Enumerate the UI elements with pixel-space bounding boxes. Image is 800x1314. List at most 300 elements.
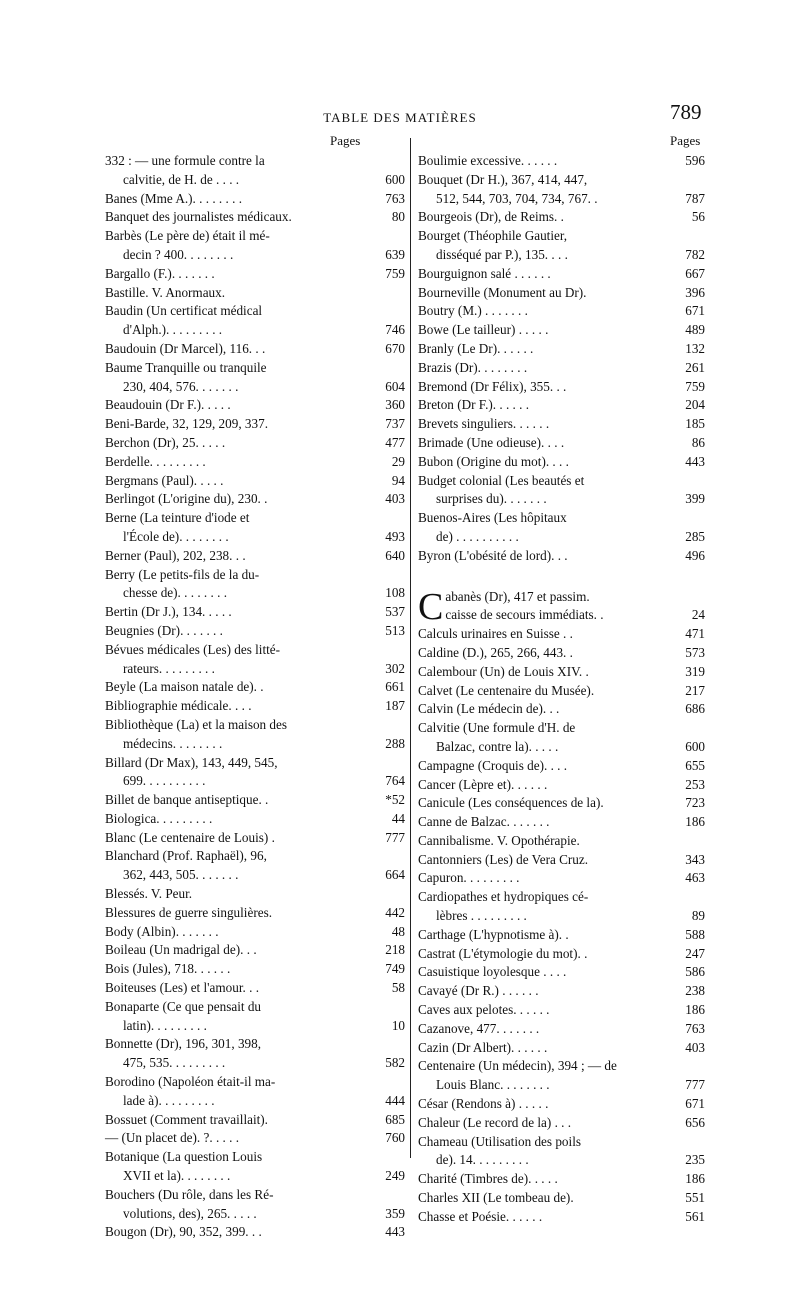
entry-page-number: 551 — [685, 1190, 705, 1206]
index-entry — [418, 945, 705, 964]
entry-text-line: Buenos-Aires (Les hôpitaux — [418, 510, 567, 526]
entry-page-number: 596 — [685, 153, 705, 168]
entry-text-line: 699. . . . . . . . . . — [123, 773, 206, 789]
index-entry — [105, 227, 405, 265]
entry-text-line: Bremond (Dr Félix), 355. . . — [418, 378, 567, 394]
entry-text-line: Bastille. V. Anormaux. — [105, 284, 226, 300]
pages-label-right: Pages — [670, 133, 701, 148]
entry-page-number: 442 — [385, 904, 405, 920]
index-entry — [418, 434, 705, 453]
entry-page-number: 56 — [691, 209, 705, 225]
section-gap — [418, 566, 658, 588]
index-entry — [105, 547, 405, 566]
entry-text-line: Botanique (La question Louis — [105, 1149, 263, 1165]
index-entry — [105, 434, 405, 453]
entry-page-number: 58 — [391, 980, 405, 996]
index-entry — [418, 171, 705, 209]
entry-text-line: surprises du). . . . . . . — [436, 491, 547, 507]
index-entry — [418, 1001, 705, 1020]
entry-text-line: Balzac, contre la). . . . . — [436, 738, 559, 754]
entry-page-number: 48 — [391, 923, 405, 939]
entry-page-number: 463 — [685, 870, 705, 886]
entry-text-line: Caves aux pelotes. . . . . . — [418, 1002, 550, 1018]
entry-text-line: Centenaire (Un médecin), 394 ; — de — [418, 1058, 617, 1074]
entry-page-number: 759 — [685, 378, 705, 394]
entry-page-number: 763 — [385, 190, 405, 206]
index-entry — [418, 1133, 705, 1171]
index-entry — [105, 678, 405, 697]
entry-page-number: 685 — [385, 1111, 405, 1127]
index-entry — [418, 321, 705, 340]
entry-page-number: 319 — [685, 663, 705, 679]
entry-page-number: 763 — [685, 1020, 705, 1036]
index-entry — [418, 302, 705, 321]
entry-page-number: 600 — [685, 738, 705, 754]
index-entry — [105, 396, 405, 415]
entry-page-number: 89 — [691, 908, 705, 924]
entry-text-line: Calembour (Un) de Louis XIV. . — [418, 663, 589, 679]
entry-text-line: 475, 535. . . . . . . . . — [123, 1055, 226, 1071]
entry-page-number: 760 — [385, 1130, 405, 1146]
entry-page-number: 403 — [685, 1039, 705, 1055]
entry-page-number: 670 — [385, 340, 405, 356]
entry-page-number: 471 — [685, 626, 705, 642]
entry-text-line: Canicule (Les conséquences de la). — [418, 795, 604, 811]
entry-text-line: Billard (Dr Max), 143, 449, 545, — [105, 754, 278, 770]
entry-page-number: 764 — [385, 773, 405, 789]
entry-text-line: lèbres . . . . . . . . . — [436, 908, 527, 924]
entry-text-line: Capuron. . . . . . . . . — [418, 870, 520, 886]
entry-page-number: 686 — [685, 701, 705, 717]
entry-text-line: calvitie, de H. de . . . . — [123, 171, 240, 187]
index-entry — [105, 829, 405, 848]
entry-text-line: Casuistique loyolesque . . . . — [418, 964, 567, 980]
entry-page-number: 661 — [385, 679, 405, 695]
index-entry — [418, 472, 705, 510]
entry-text-line: Blessés. V. Peur. — [105, 886, 193, 902]
index-entry — [105, 791, 405, 810]
entry-text-line: Calvet (Le centenaire du Musée). — [418, 682, 595, 698]
index-entry — [105, 490, 405, 509]
index-entry — [105, 904, 405, 923]
entry-page-number: 588 — [685, 926, 705, 942]
entry-text-line: latin). . . . . . . . . — [123, 1017, 207, 1033]
entry-page-number: 204 — [685, 397, 705, 413]
index-entry — [418, 585, 705, 628]
entry-page-number: 655 — [685, 757, 705, 773]
entry-text-line: Caldine (D.), 265, 266, 443. . — [418, 644, 573, 660]
entry-text-line: Banes (Mme A.). . . . . . . . — [105, 190, 242, 206]
index-entry — [105, 1148, 405, 1186]
entry-text-line: Byron (L'obésité de lord). . . — [418, 547, 568, 563]
entry-text-line: rateurs. . . . . . . . . — [123, 660, 215, 676]
entry-page-number: 44 — [391, 810, 405, 826]
entry-text-line: — (Un placet de). ?. . . . . — [105, 1130, 240, 1146]
entry-text-line: Bouchers (Du rôle, dans les Ré- — [105, 1186, 274, 1202]
index-entry — [418, 1114, 705, 1133]
index-entry — [418, 1020, 705, 1039]
entry-page-number: 489 — [685, 322, 705, 338]
index-entry — [105, 509, 405, 547]
entry-text-line: César (Rendons à) . . . . . — [418, 1096, 549, 1112]
index-entry — [418, 776, 705, 795]
entry-text-line: l'École de). . . . . . . . — [123, 528, 229, 544]
entry-text-line: Castrat (L'étymologie du mot). . — [418, 945, 588, 961]
entry-text-line: Bibliographie médicale. . . . — [105, 698, 252, 714]
entry-text-line: Banquet des journalistes médicaux. — [105, 209, 292, 225]
column-divider — [410, 138, 411, 1158]
entry-page-number: 604 — [385, 378, 405, 394]
index-entry — [418, 415, 705, 434]
entry-page-number: 582 — [385, 1055, 405, 1071]
entry-page-number: 600 — [385, 171, 405, 187]
entry-text-line: 512, 544, 703, 704, 734, 767. . — [436, 190, 598, 206]
index-entry — [418, 700, 705, 719]
entry-text-line: Canne de Balzac. . . . . . . — [418, 814, 550, 830]
index-entry — [105, 265, 405, 284]
entry-text-line: Beugnies (Dr). . . . . . . — [105, 622, 223, 638]
entry-text-line: Charles XII (Le tombeau de). — [418, 1190, 574, 1206]
entry-text-line: Cazanove, 477. . . . . . . — [418, 1020, 540, 1036]
entry-text-line: Body (Albin). . . . . . . — [105, 923, 219, 939]
entry-text-line: decin ? 400. . . . . . . . — [123, 246, 234, 262]
entry-text-line: Blanchard (Prof. Raphaël), 96, — [105, 848, 267, 864]
entry-text-line: Branly (Le Dr). . . . . . — [418, 340, 534, 356]
index-entry — [105, 566, 405, 604]
entry-text-line: Bévues médicales (Les) des litté- — [105, 641, 281, 657]
drop-cap-letter: C — [418, 585, 444, 628]
entry-text-line: Boileau (Un madrigal de). . . — [105, 942, 257, 958]
index-entry — [105, 302, 405, 340]
entry-text-line: Bourneville (Monument au Dr). — [418, 284, 587, 300]
entry-text-line: Beni-Barde, 32, 129, 209, 337. — [105, 416, 268, 432]
entry-text-line: volutions, des), 265. . . . . — [123, 1205, 257, 1221]
index-entry — [105, 979, 405, 998]
entry-text-line: Cantonniers (Les) de Vera Cruz. — [418, 851, 589, 867]
entry-page-number: 186 — [685, 1171, 705, 1187]
page-number: 789 — [670, 100, 702, 124]
entry-page-number: 443 — [685, 453, 705, 469]
entry-page-number: 132 — [685, 340, 705, 356]
index-entry — [418, 813, 705, 832]
entry-text-line: Beyle (La maison natale de). . — [105, 679, 264, 695]
entry-page-number: 496 — [685, 547, 705, 563]
entry-page-number: 746 — [385, 322, 405, 338]
entry-text-line: Calvitie (Une formule d'H. de — [418, 720, 576, 736]
index-entry — [418, 284, 705, 303]
entry-page-number: 656 — [685, 1114, 705, 1130]
entry-page-number: 787 — [685, 190, 705, 206]
entry-text-line: Berdelle. . . . . . . . . — [105, 453, 206, 469]
entry-text-line: Bonnette (Dr), 196, 301, 398, — [105, 1036, 262, 1052]
entry-text-line: Brimade (Une odieuse). . . . — [418, 434, 565, 450]
entry-page-number: 586 — [685, 964, 705, 980]
entry-text-line: Baudouin (Dr Marcel), 116. . . — [105, 340, 266, 356]
index-entry — [418, 851, 705, 870]
entry-text-line: Blessures de guerre singulières. — [105, 904, 272, 920]
entry-text-line: Bertin (Dr J.), 134. . . . . — [105, 604, 232, 620]
entry-text-line: Carthage (L'hypnotisme à). . — [418, 926, 569, 942]
entry-page-number: 737 — [385, 416, 405, 432]
index-entry — [418, 453, 705, 472]
index-entry — [418, 719, 705, 757]
entry-text-line: 230, 404, 576. . . . . . . — [123, 378, 239, 394]
entry-page-number: 218 — [385, 942, 405, 958]
index-entry — [105, 754, 405, 792]
index-entry — [105, 1186, 405, 1224]
entry-page-number: 249 — [385, 1168, 405, 1184]
running-header-title: TABLE DES MATIÈRES — [323, 110, 477, 125]
entry-page-number: 640 — [385, 547, 405, 563]
entry-page-number: 288 — [385, 735, 405, 751]
entry-page-number: 561 — [685, 1208, 705, 1224]
index-entry — [105, 622, 405, 641]
entry-page-number: 86 — [691, 434, 705, 450]
index-entry — [105, 810, 405, 829]
entry-text-line: disséqué par P.), 135. . . . — [436, 246, 568, 262]
entry-page-number: 80 — [391, 209, 405, 225]
entry-page-number: 399 — [685, 491, 705, 507]
index-entry — [105, 472, 405, 491]
entry-page-number: 253 — [685, 776, 705, 792]
entry-page-number: 513 — [385, 622, 405, 638]
index-entry — [105, 885, 355, 904]
entry-page-number: 29 — [391, 453, 405, 469]
entry-text-line: 362, 443, 505. . . . . . . — [123, 867, 239, 883]
entry-text-line: Bossuet (Comment travaillait). — [105, 1111, 268, 1127]
entry-page-number: 261 — [685, 359, 705, 375]
index-entry — [105, 208, 405, 227]
entry-text-line: d'Alph.). . . . . . . . . — [123, 322, 223, 338]
index-entry — [418, 1039, 705, 1058]
entry-text-line: Brevets singuliers. . . . . . — [418, 416, 550, 432]
entry-text-line: Berry (Le petits-fils de la du- — [105, 566, 260, 582]
index-entry — [105, 1035, 405, 1073]
entry-text-line: Bougon (Dr), 90, 352, 399. . . — [105, 1224, 262, 1240]
entry-text-line: Bonaparte (Ce que pensait du — [105, 998, 262, 1014]
index-entry — [418, 227, 705, 265]
entry-text-line: Charité (Timbres de). . . . . — [418, 1171, 558, 1187]
entry-page-number: 94 — [391, 472, 405, 488]
entry-page-number: 235 — [685, 1152, 705, 1168]
index-entry — [105, 340, 405, 359]
index-entry — [418, 378, 705, 397]
entry-page-number: 343 — [685, 851, 705, 867]
index-column-left — [105, 152, 405, 1242]
index-entry — [418, 757, 705, 776]
index-entry — [105, 603, 405, 622]
entry-page-number: 671 — [685, 303, 705, 319]
index-entry — [418, 663, 705, 682]
entry-text-line: Brazis (Dr). . . . . . . . — [418, 359, 528, 375]
index-entry — [105, 697, 405, 716]
entry-text-line: Berner (Paul), 202, 238. . . — [105, 547, 246, 563]
entry-text-line: XVII et la). . . . . . . . — [123, 1168, 231, 1184]
entry-page-number: 187 — [385, 698, 405, 714]
entry-text-line: Beaudouin (Dr F.). . . . . — [105, 397, 231, 413]
index-entry — [105, 453, 405, 472]
entry-page-number: 573 — [685, 644, 705, 660]
entry-text-line: Boutry (M.) . . . . . . . — [418, 303, 528, 319]
index-entry — [418, 1057, 705, 1095]
entry-page-number: 217 — [685, 682, 705, 698]
index-entry — [418, 926, 705, 945]
entry-text-line: Billet de banque antiseptique. . — [105, 792, 269, 808]
entry-text-line: Chasse et Poésie. . . . . . — [418, 1208, 543, 1224]
index-entry — [418, 888, 705, 926]
entry-text-line: de) . . . . . . . . . . — [436, 528, 519, 544]
index-entry — [418, 982, 705, 1001]
entry-text-line: Bowe (Le tailleur) . . . . . — [418, 322, 549, 338]
index-entry — [418, 644, 705, 663]
index-entry — [105, 941, 405, 960]
entry-text-line: Boulimie excessive. . . . . . — [418, 153, 558, 168]
entry-text-line: Bouquet (Dr H.), 367, 414, 447, — [418, 171, 588, 187]
entry-text-line: Baudin (Un certificat médical — [105, 303, 263, 319]
entry-text-line: chesse de). . . . . . . . — [123, 585, 228, 601]
index-entry — [105, 716, 405, 754]
entry-text-line: Louis Blanc. . . . . . . . — [436, 1077, 550, 1093]
entry-text-line: Berne (La teinture d'iode et — [105, 510, 250, 526]
entry-page-number: 667 — [685, 265, 705, 281]
entry-text-line: Blanc (Le centenaire de Louis) . — [105, 829, 275, 845]
index-entry — [418, 509, 705, 547]
entry-text-line: Calvin (Le médecin de). . . — [418, 701, 560, 717]
index-entry — [105, 923, 405, 942]
entry-page-number: 664 — [385, 867, 405, 883]
entry-text-line: Chameau (Utilisation des poils — [418, 1133, 581, 1149]
entry-page-number: 477 — [385, 434, 405, 450]
entry-page-number: 185 — [685, 416, 705, 432]
entry-text-line: Berlingot (L'origine du), 230. . — [105, 491, 268, 507]
entry-text-line: Bargallo (F.). . . . . . . — [105, 265, 215, 281]
entry-text-line: Bourguignon salé . . . . . . — [418, 265, 551, 281]
index-entry — [105, 152, 405, 190]
entry-page-number: 671 — [685, 1096, 705, 1112]
entry-page-number: 285 — [685, 528, 705, 544]
entry-text-line: 332 : — une formule contre la — [105, 153, 265, 168]
entry-text-line: Bergmans (Paul). . . . . — [105, 472, 224, 488]
index-entry — [418, 794, 705, 813]
entry-page-number: 749 — [385, 961, 405, 977]
entry-page-number: 360 — [385, 397, 405, 413]
index-entry — [418, 265, 705, 284]
index-entry — [105, 641, 405, 679]
entry-text-line: Bibliothèque (La) et la maison des — [105, 716, 288, 732]
index-entry — [105, 1223, 405, 1242]
index-entry — [418, 359, 705, 378]
index-entry — [418, 340, 705, 359]
entry-page-number: 782 — [685, 246, 705, 262]
entry-text-line: Cardiopathes et hydropiques cé- — [418, 889, 589, 905]
entry-page-number: 723 — [685, 795, 705, 811]
entry-page-number: 359 — [385, 1205, 405, 1221]
index-entry — [418, 832, 658, 851]
index-entry — [418, 625, 705, 644]
index-entry — [105, 415, 405, 434]
entry-text-line: Cavayé (Dr R.) . . . . . . — [418, 983, 539, 999]
index-column-right — [418, 152, 705, 1227]
index-entry — [418, 963, 705, 982]
entry-text-line: Berchon (Dr), 25. . . . . — [105, 434, 226, 450]
entry-page-number: 396 — [685, 284, 705, 300]
index-entry — [105, 1073, 405, 1111]
entry-text-line: Cazin (Dr Albert). . . . . . — [418, 1039, 548, 1055]
entry-text-line: Budget colonial (Les beautés et — [418, 472, 585, 488]
entry-text-line: Bourgeois (Dr), de Reims. . — [418, 209, 564, 225]
entry-page-number: 108 — [385, 585, 405, 601]
entry-text-line: Biologica. . . . . . . . . — [105, 810, 213, 826]
index-entry — [105, 998, 405, 1036]
entry-page-number: 238 — [685, 983, 705, 999]
entry-page-number: 493 — [385, 528, 405, 544]
index-entry — [105, 847, 405, 885]
entry-page-number: 10 — [391, 1017, 405, 1033]
entry-page-number: 403 — [385, 491, 405, 507]
entry-text-line: Cancer (Lèpre et). . . . . . — [418, 776, 548, 792]
entry-page-number: 186 — [685, 1002, 705, 1018]
pages-label-left: Pages — [330, 133, 361, 148]
entry-page-number: 777 — [685, 1077, 705, 1093]
entry-page-number: 247 — [685, 945, 705, 961]
entry-text-line: médecins. . . . . . . . — [123, 735, 223, 751]
index-entry — [418, 1189, 705, 1208]
entry-page-number: 444 — [385, 1092, 405, 1108]
entry-page-number: *52 — [385, 792, 405, 808]
index-entry — [105, 190, 405, 209]
entry-text-line: Campagne (Croquis de). . . . — [418, 757, 568, 773]
entry-text-line: Barbès (Le père de) était il mé- — [105, 228, 270, 244]
entry-text-line: Borodino (Napoléon était-il ma- — [105, 1074, 276, 1090]
index-entry — [418, 1095, 705, 1114]
entry-page-number: 302 — [385, 660, 405, 676]
index-entry — [105, 284, 355, 303]
index-entry — [418, 396, 705, 415]
entry-page-number: 759 — [385, 265, 405, 281]
index-entry — [105, 1129, 405, 1148]
entry-text-line: abanès (Dr), 417 et passim. — [445, 588, 590, 604]
entry-text-line: Calculs urinaires en Suisse . . — [418, 626, 573, 642]
entry-text-line: Cannibalisme. V. Opothérapie. — [418, 832, 580, 848]
index-entry — [418, 1208, 705, 1227]
index-entry — [418, 869, 705, 888]
index-entry — [105, 1111, 405, 1130]
entry-text-line: Bubon (Origine du mot). . . . — [418, 453, 569, 469]
entry-page-number: 537 — [385, 604, 405, 620]
index-entry — [418, 682, 705, 701]
entry-text-line: lade à). . . . . . . . . — [123, 1092, 215, 1108]
entry-page-number: 639 — [385, 246, 405, 262]
entry-page-number: 777 — [385, 829, 405, 845]
entry-text-line: Bois (Jules), 718. . . . . . — [105, 961, 231, 977]
index-entry — [418, 547, 705, 566]
entry-text-line: Baume Tranquille ou tranquile — [105, 359, 267, 375]
index-entry — [105, 960, 405, 979]
index-entry — [418, 208, 705, 227]
entry-text-line: Boiteuses (Les) et l'amour. . . — [105, 980, 259, 996]
entry-page-number: 24 — [691, 607, 705, 623]
entry-text-line: caisse de secours immédiats. . — [445, 607, 604, 623]
index-entry — [418, 152, 705, 171]
index-entry — [418, 1170, 705, 1189]
entry-text-line: de). 14. . . . . . . . . — [436, 1152, 529, 1168]
entry-page-number: 443 — [385, 1224, 405, 1240]
entry-page-number: 186 — [685, 814, 705, 830]
index-entry — [105, 359, 405, 397]
entry-text-line: Breton (Dr F.). . . . . . — [418, 397, 530, 413]
entry-text-line: Bourget (Théophile Gautier, — [418, 228, 568, 244]
entry-text-line: Chaleur (Le record de la) . . . — [418, 1114, 572, 1130]
